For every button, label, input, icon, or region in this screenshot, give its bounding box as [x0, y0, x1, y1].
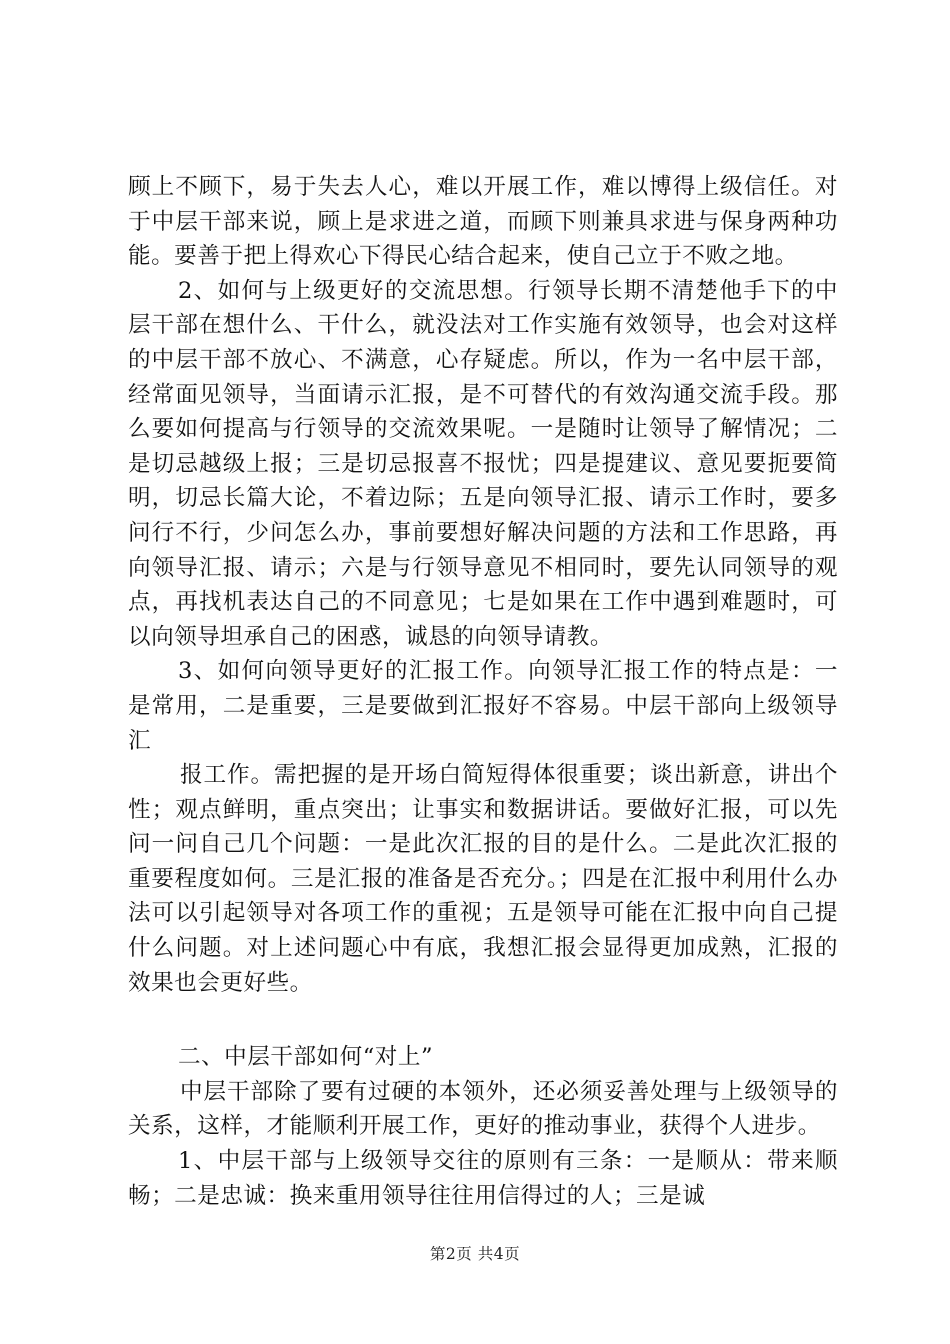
paragraph-section-intro: 中层干部除了要有过硬的本领外，还必须妥善处理与上级领导的关系，这样，才能顺利开展工作，更好的推动事业，获得个人进步。	[128, 1078, 838, 1140]
paragraph-reporting: 3、如何向领导更好的汇报工作。向领导汇报工作的特点是：一是常用，二是重要，三是要做到汇报好不容易。中层干部向上级领导汇	[128, 658, 838, 754]
paragraph-reporting-continued: 报工作。需把握的是开场白简短得体很重要；谈出新意，讲出个性；观点鲜明，重点突出；让事实和数据讲话。要做好汇报，可以先问一问自己几个问题：一是此次汇报的目的是什么。二是此次汇报的重要程度如何。三是汇报的准备是否充分。；四是在汇报中利用什么办法可以引起领导对各项工作的重视；五是领导可能在汇报中向自己提什么问题。对上述问题心中有底，我想汇报会显得更加成熟，汇报的效果也会更好些。	[128, 762, 838, 996]
paragraph-continuation: 顾上不顾下，易于失去人心，难以开展工作，难以博得上级信任。对于中层干部来说，顾上是求进之道，而顾下则兼具求进与保身两种功能。要善于把上得欢心下得民心结合起来，使自己立于不败之地。	[128, 174, 838, 270]
section-heading: 二、中层干部如何“对上”	[178, 1044, 434, 1071]
body-text	[128, 170, 838, 1213]
paragraph-principles: 1、中层干部与上级领导交往的原则有三条：一是顺从：带来顺畅；二是忠诚：换来重用领导往往用信得过的人；三是诚	[128, 1148, 838, 1209]
paragraph-communication: 2、如何与上级更好的交流思想。行领导长期不清楚他手下的中层干部在想什么、干什么，就没法对工作实施有效领导，也会对这样的中层干部不放心、不满意，心存疑虑。所以，作为一名中层干部，经常面见领导，当面请示汇报，是不可替代的有效沟通交流手段。那么要如何提高与行领导的交流效果呢。一是随时让领导了解情况；二是切忌越级上报；三是切忌报喜不报忧；四是提建议、意见要扼要简明，切忌长篇大论，不着边际；五是向领导汇报、请示工作时，要多问行不行，少问怎么办，事前要想好解决问题的方法和工作思路，再向领导汇报、请示；六是与行领导意见不相同时，要先认同领导的观点，再找机表达自己的不同意见；七是如果在工作中遇到难题时，可以向领导坦承自己的困惑，诚恳的向领导请教。	[128, 277, 838, 650]
page-number-footer: 第2页 共4页	[429, 1245, 521, 1263]
